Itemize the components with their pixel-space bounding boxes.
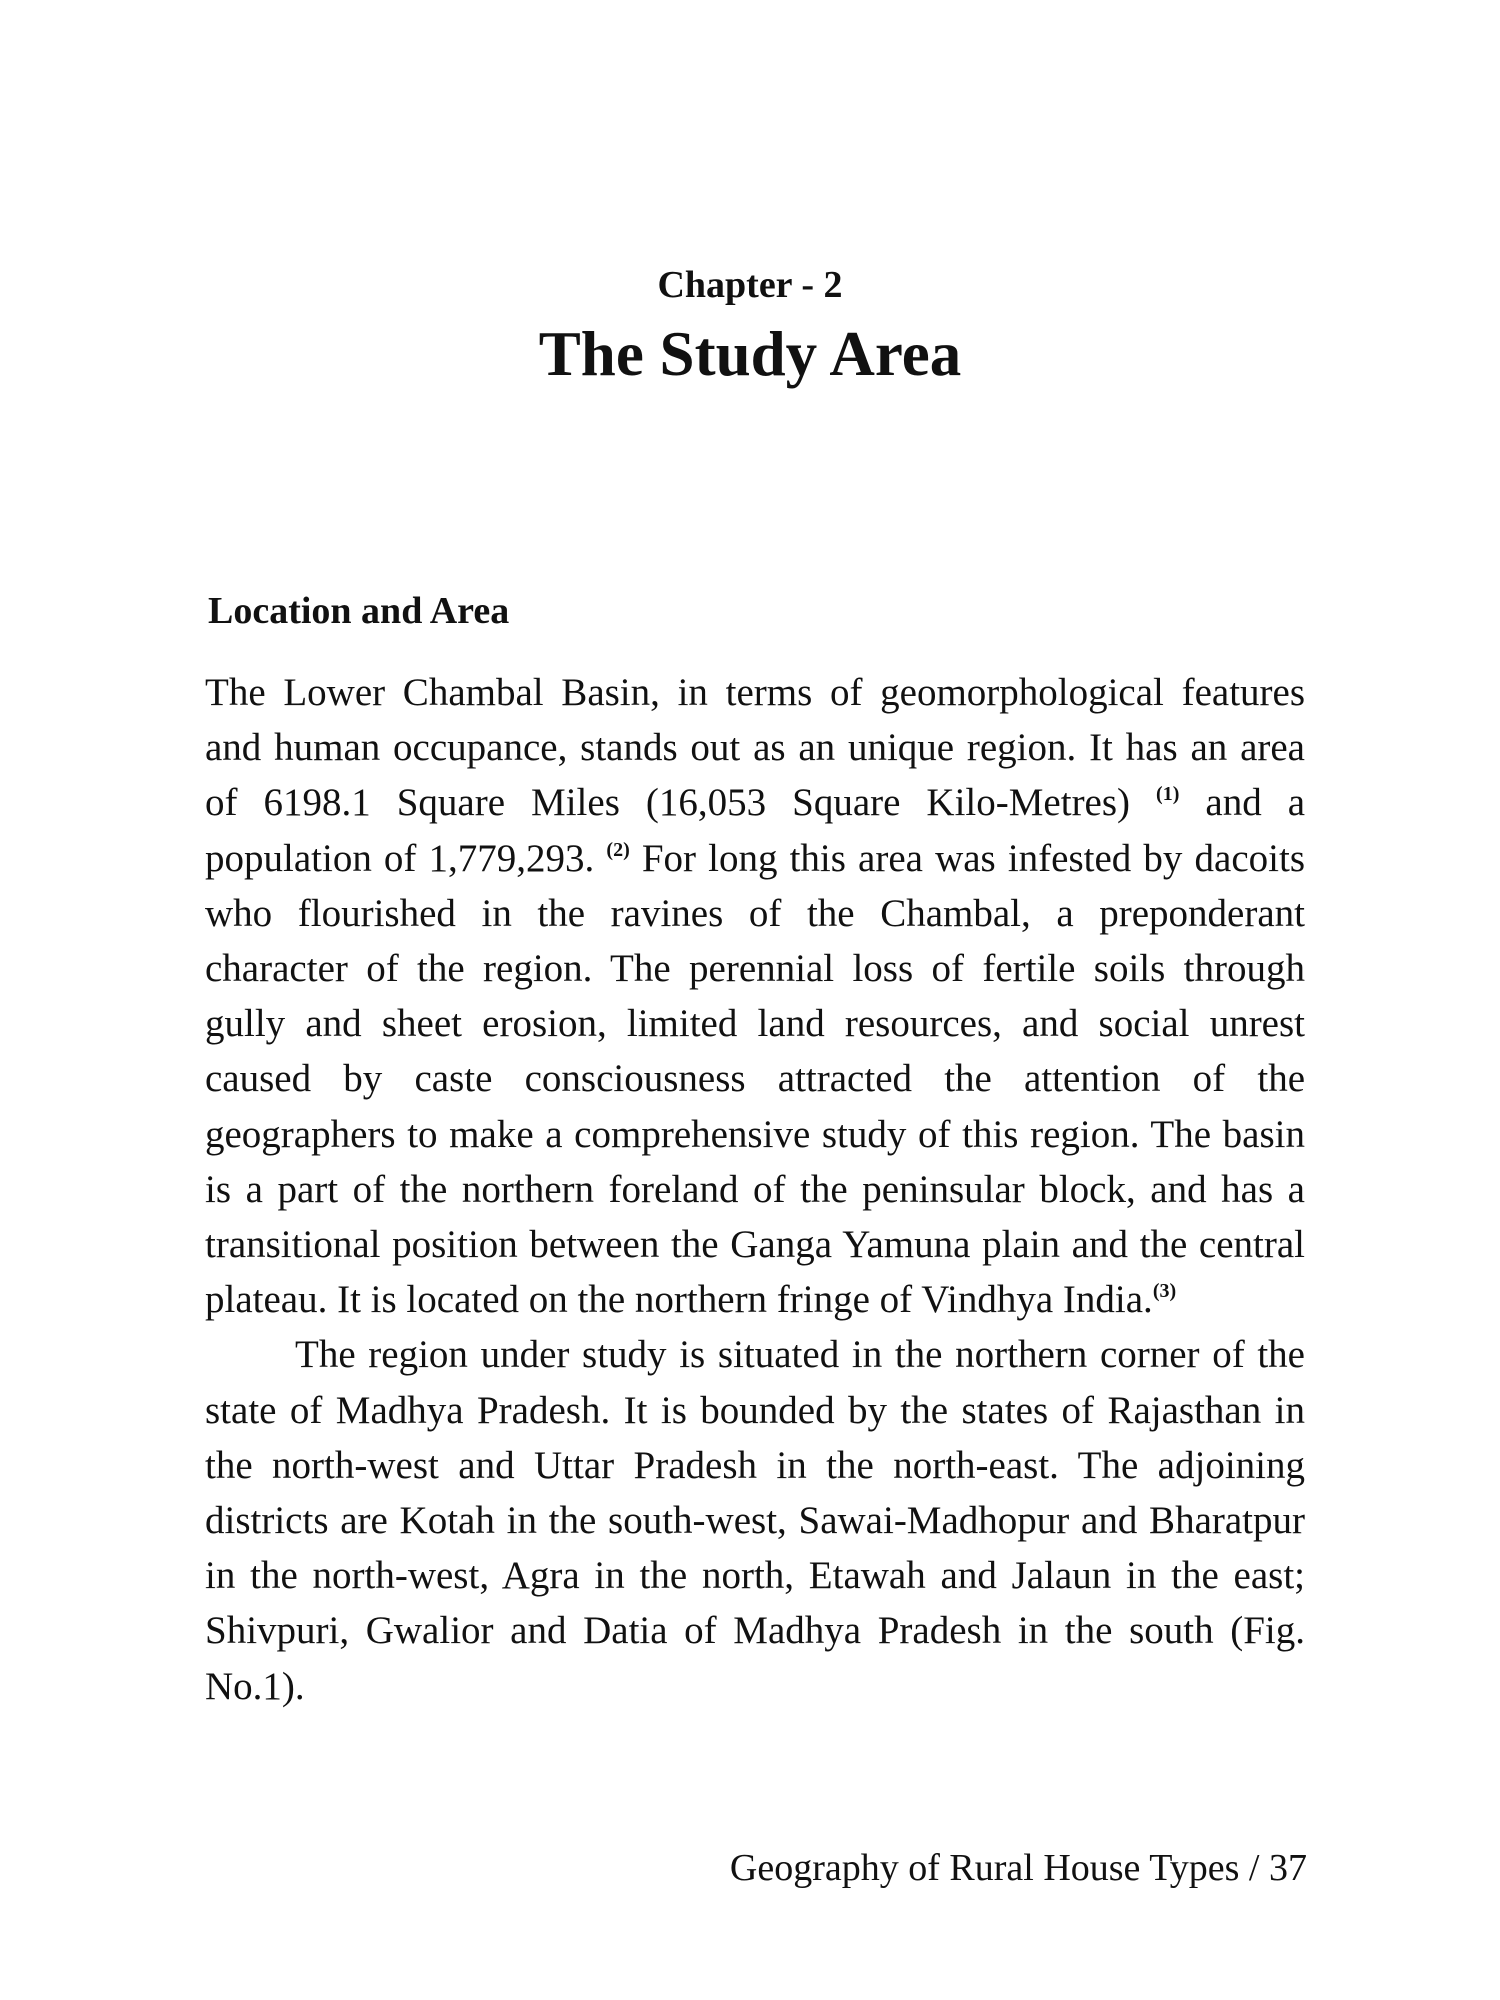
page-footer: Geography of Rural House Types / 37 (729, 1847, 1307, 1889)
paragraph-1-text-1: The Lower Chambal Basin, in terms of geomorphological features and human occupance, stands out as an unique region. It has an area of 6198.1 Square Miles (16,053 Square Kilo-Metres) (205, 671, 1305, 825)
chapter-title: The Study Area (538, 319, 962, 389)
paragraph-1-text-3: For long this area was infested by dacoits who flourished in the ravines of the Chambal, a preponderant character of the region. The perennial loss of fertile soils through gully and sheet erosion, limited land resources, and social unrest caused by caste consciousness attracted the attention of the geographers to make a comprehensive study of this region. The basin is a part of the northern foreland of the peninsular block, and has a transitional position between the Ganga Yamuna plain and the central plateau. It is located on the northern fringe of Vindhya India. (205, 836, 1305, 1322)
footnote-ref-2: (2) (606, 838, 630, 861)
chapter-label: Chapter - 2 (657, 264, 843, 306)
paragraph-location (205, 665, 1305, 1327)
paragraph-boundaries: The region under study is situated in the northern corner of the state of Madhya Pradesh. It is bounded by the states of Rajasthan in the north-west and Uttar Pradesh in the north-east. The adjoining districts are Kotah in the south-west, Sawai-Madhopur and Bharatpur in the north-west, Agra in the north, Etawah and Jalaun in the east; Shivpuri, Gwalior and Datia of Madhya Pradesh in the south (Fig. No.1). (205, 1333, 1305, 1708)
body-text (205, 665, 1305, 1714)
footnote-ref-1: (1) (1156, 783, 1180, 806)
footnote-ref-3: (3) (1152, 1280, 1177, 1303)
section-heading: Location and Area (208, 590, 510, 632)
paragraph-1-text-2: and a population of 1,779,293. (205, 781, 1306, 880)
